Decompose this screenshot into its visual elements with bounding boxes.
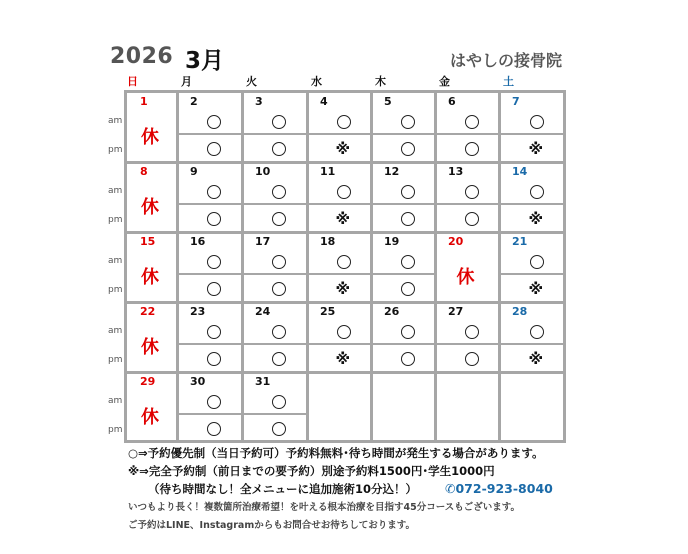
am-pm-divider bbox=[435, 343, 500, 345]
am-open-circle-icon bbox=[272, 185, 286, 199]
am-pm-divider bbox=[499, 133, 566, 135]
am-pm-divider bbox=[371, 203, 436, 205]
weekday-mon: 月 bbox=[181, 75, 192, 88]
pm-reservation-only-icon: ※ bbox=[528, 350, 544, 368]
am-pm-divider bbox=[177, 133, 243, 135]
closed-mark: 休 bbox=[141, 127, 159, 148]
am-open-circle-icon bbox=[272, 395, 286, 409]
closed-mark: 休 bbox=[141, 267, 159, 288]
pm-open-circle-icon bbox=[401, 212, 415, 226]
day-number: 11 bbox=[320, 165, 336, 178]
pm-open-circle-icon bbox=[272, 352, 286, 366]
am-open-circle-icon bbox=[401, 325, 415, 339]
pm-open-circle-icon bbox=[272, 212, 286, 226]
calendar-day-cell bbox=[178, 93, 243, 163]
note-open-symbol: ○⇒予約優先制（当日予約可）予約料無料･待ち時間が発生する場合があります。 bbox=[128, 446, 544, 460]
day-number: 26 bbox=[384, 305, 400, 318]
am-open-circle-icon bbox=[401, 115, 415, 129]
am-pm-divider bbox=[435, 203, 500, 205]
pm-open-circle-icon bbox=[207, 422, 221, 436]
am-pm-divider bbox=[177, 203, 243, 205]
calendar-day-cell bbox=[127, 373, 178, 443]
pm-reservation-only-icon: ※ bbox=[335, 210, 351, 228]
calendar-day-cell bbox=[127, 233, 178, 303]
closed-mark: 休 bbox=[141, 407, 159, 428]
am-open-circle-icon bbox=[337, 185, 351, 199]
day-number: 8 bbox=[140, 165, 148, 178]
am-open-circle-icon bbox=[465, 325, 479, 339]
calendar-day-cell bbox=[436, 163, 500, 233]
clinic-name: はやしの接骨院 bbox=[450, 51, 563, 70]
pm-reservation-only-icon: ※ bbox=[335, 140, 351, 158]
day-number: 4 bbox=[320, 95, 328, 108]
am-pm-divider bbox=[242, 343, 308, 345]
am-pm-divider bbox=[177, 343, 243, 345]
pm-label: pm bbox=[108, 285, 123, 295]
am-pm-divider bbox=[499, 343, 566, 345]
day-number: 20 bbox=[448, 235, 464, 248]
pm-reservation-only-icon: ※ bbox=[528, 140, 544, 158]
day-number: 5 bbox=[384, 95, 392, 108]
am-label: am bbox=[108, 396, 123, 406]
pm-open-circle-icon bbox=[272, 422, 286, 436]
am-open-circle-icon bbox=[207, 115, 221, 129]
calendar-day-cell bbox=[500, 303, 566, 373]
day-number: 25 bbox=[320, 305, 336, 318]
am-open-circle-icon bbox=[401, 255, 415, 269]
month-label: 3月 bbox=[185, 48, 225, 74]
pm-open-circle-icon bbox=[401, 352, 415, 366]
calendar-day-cell bbox=[308, 163, 372, 233]
calendar-day-cell bbox=[127, 93, 178, 163]
am-pm-divider bbox=[242, 273, 308, 275]
phone-icon: ✆ bbox=[445, 481, 456, 496]
am-open-circle-icon bbox=[207, 325, 221, 339]
am-pm-divider bbox=[499, 273, 566, 275]
pm-open-circle-icon bbox=[272, 142, 286, 156]
calendar-day-cell bbox=[178, 233, 243, 303]
pm-reservation-only-icon: ※ bbox=[528, 280, 544, 298]
pm-open-circle-icon bbox=[465, 352, 479, 366]
closed-mark: 休 bbox=[456, 267, 475, 288]
pm-open-circle-icon bbox=[465, 212, 479, 226]
am-pm-divider bbox=[307, 203, 372, 205]
calendar-day-cell bbox=[308, 233, 372, 303]
calendar-cell-empty bbox=[436, 373, 500, 443]
am-open-circle-icon bbox=[530, 185, 544, 199]
calendar-day-cell bbox=[500, 93, 566, 163]
pm-open-circle-icon bbox=[401, 142, 415, 156]
calendar-day-cell bbox=[372, 163, 436, 233]
day-number: 15 bbox=[140, 235, 156, 248]
calendar-day-cell bbox=[178, 163, 243, 233]
day-number: 14 bbox=[512, 165, 528, 178]
day-number: 10 bbox=[255, 165, 271, 178]
day-number: 19 bbox=[384, 235, 400, 248]
weekday-thu: 木 bbox=[375, 75, 386, 88]
am-open-circle-icon bbox=[272, 115, 286, 129]
day-number: 1 bbox=[140, 95, 148, 108]
pm-label: pm bbox=[108, 215, 123, 225]
pm-open-circle-icon bbox=[207, 282, 221, 296]
am-label: am bbox=[108, 256, 123, 266]
calendar-day-cell bbox=[500, 233, 566, 303]
am-pm-divider bbox=[242, 203, 308, 205]
calendar-day-cell bbox=[243, 373, 308, 443]
calendar-day-cell bbox=[243, 233, 308, 303]
calendar-day-cell bbox=[243, 303, 308, 373]
note-reservation-symbol: ※⇒完全予約制（前日までの要予約）別途予約料1500円･学生1000円 bbox=[128, 464, 495, 478]
am-pm-divider bbox=[371, 273, 436, 275]
am-pm-divider bbox=[307, 343, 372, 345]
am-pm-divider bbox=[435, 133, 500, 135]
pm-label: pm bbox=[108, 425, 123, 435]
day-number: 7 bbox=[512, 95, 520, 108]
am-open-circle-icon bbox=[465, 185, 479, 199]
day-number: 6 bbox=[448, 95, 456, 108]
am-open-circle-icon bbox=[207, 395, 221, 409]
pm-reservation-only-icon: ※ bbox=[335, 350, 351, 368]
calendar-day-cell bbox=[436, 233, 500, 303]
day-number: 21 bbox=[512, 235, 528, 248]
calendar-grid bbox=[124, 90, 566, 443]
calendar-day-cell bbox=[127, 303, 178, 373]
weekday-sat: 土 bbox=[503, 75, 514, 88]
day-number: 13 bbox=[448, 165, 464, 178]
day-number: 17 bbox=[255, 235, 271, 248]
am-pm-divider bbox=[242, 413, 308, 415]
am-label: am bbox=[108, 186, 123, 196]
weekday-sun: 日 bbox=[127, 75, 138, 88]
calendar-day-cell bbox=[127, 163, 178, 233]
note-no-wait: （待ち時間なし！全メニューに追加施術10分込！） bbox=[148, 482, 418, 496]
am-open-circle-icon bbox=[272, 255, 286, 269]
day-number: 12 bbox=[384, 165, 400, 178]
am-pm-divider bbox=[371, 133, 436, 135]
pm-open-circle-icon bbox=[401, 282, 415, 296]
calendar-day-cell bbox=[436, 303, 500, 373]
day-number: 3 bbox=[255, 95, 263, 108]
pm-reservation-only-icon: ※ bbox=[335, 280, 351, 298]
closed-mark: 休 bbox=[141, 337, 159, 358]
pm-label: pm bbox=[108, 145, 123, 155]
year-label: 2026 bbox=[110, 44, 174, 69]
calendar-cell-empty bbox=[500, 373, 566, 443]
am-pm-divider bbox=[307, 133, 372, 135]
day-number: 2 bbox=[190, 95, 198, 108]
day-number: 16 bbox=[190, 235, 206, 248]
calendar-day-cell bbox=[436, 93, 500, 163]
am-pm-divider bbox=[242, 133, 308, 135]
am-open-circle-icon bbox=[530, 115, 544, 129]
closed-mark: 休 bbox=[141, 197, 159, 218]
am-open-circle-icon bbox=[207, 255, 221, 269]
pm-open-circle-icon bbox=[207, 142, 221, 156]
weekday-wed: 水 bbox=[311, 75, 322, 88]
calendar-day-cell bbox=[178, 303, 243, 373]
weekday-tue: 火 bbox=[246, 75, 257, 88]
calendar-day-cell bbox=[243, 163, 308, 233]
pm-open-circle-icon bbox=[207, 352, 221, 366]
day-number: 31 bbox=[255, 375, 271, 388]
am-pm-divider bbox=[177, 273, 243, 275]
pm-open-circle-icon bbox=[272, 282, 286, 296]
am-open-circle-icon bbox=[465, 115, 479, 129]
am-open-circle-icon bbox=[207, 185, 221, 199]
phone-number: 072-923-8040 bbox=[455, 481, 553, 496]
calendar-day-cell bbox=[243, 93, 308, 163]
am-open-circle-icon bbox=[401, 185, 415, 199]
day-number: 29 bbox=[140, 375, 156, 388]
pm-open-circle-icon bbox=[465, 142, 479, 156]
am-pm-divider bbox=[499, 203, 566, 205]
note-line-instagram: ご予約はLINE、Instagramからもお問合せお待ちしております。 bbox=[128, 520, 415, 531]
am-open-circle-icon bbox=[272, 325, 286, 339]
am-label: am bbox=[108, 326, 123, 336]
am-label: am bbox=[108, 116, 123, 126]
calendar-day-cell bbox=[372, 93, 436, 163]
am-open-circle-icon bbox=[530, 255, 544, 269]
pm-reservation-only-icon: ※ bbox=[528, 210, 544, 228]
day-number: 23 bbox=[190, 305, 206, 318]
day-number: 24 bbox=[255, 305, 271, 318]
am-open-circle-icon bbox=[337, 325, 351, 339]
day-number: 27 bbox=[448, 305, 464, 318]
am-open-circle-icon bbox=[337, 115, 351, 129]
day-number: 9 bbox=[190, 165, 198, 178]
am-pm-divider bbox=[177, 413, 243, 415]
am-pm-divider bbox=[307, 273, 372, 275]
day-number: 18 bbox=[320, 235, 336, 248]
pm-open-circle-icon bbox=[207, 212, 221, 226]
calendar-cell-empty bbox=[372, 373, 436, 443]
calendar-day-cell bbox=[308, 303, 372, 373]
phone-link[interactable] bbox=[445, 481, 553, 496]
note-45min-course: いつもより長く！複数箇所治療希望！を叶える根本治療を目指す45分コースもございます。 bbox=[128, 502, 520, 513]
calendar-day-cell bbox=[372, 303, 436, 373]
calendar-day-cell bbox=[372, 233, 436, 303]
am-open-circle-icon bbox=[337, 255, 351, 269]
weekday-fri: 金 bbox=[439, 75, 450, 88]
day-number: 22 bbox=[140, 305, 156, 318]
calendar-day-cell bbox=[500, 163, 566, 233]
am-pm-divider bbox=[371, 343, 436, 345]
calendar-day-cell bbox=[178, 373, 243, 443]
day-number: 30 bbox=[190, 375, 206, 388]
calendar-cell-empty bbox=[308, 373, 372, 443]
pm-label: pm bbox=[108, 355, 123, 365]
calendar-day-cell bbox=[308, 93, 372, 163]
am-open-circle-icon bbox=[530, 325, 544, 339]
day-number: 28 bbox=[512, 305, 528, 318]
